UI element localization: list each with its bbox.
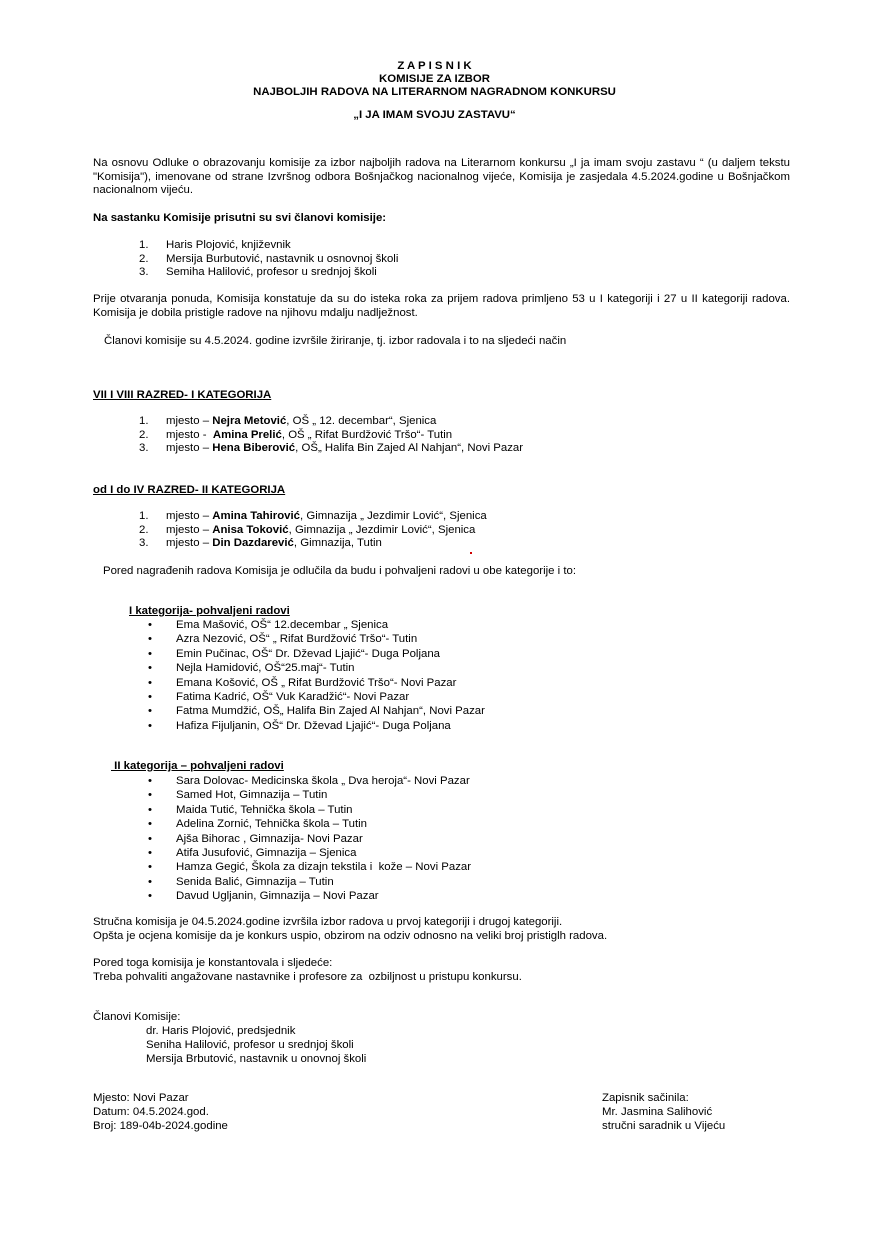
signature-name: dr. Haris Plojović, predsjednik: [146, 1025, 296, 1037]
list-item: 2. Mersija Burbutović, nastavnik u osnovnoj školi: [139, 252, 399, 265]
winner-item: 2. mjesto – Anisa Toković, Gimnazija „ Jezdimir Lović“, Sjenica: [139, 523, 476, 536]
list-item: 1. Haris Plojović, književnik: [139, 239, 291, 251]
intro-paragraph: Na osnovu Odluke o obrazovanju komisije za izbor najboljih radova na Literarnom konkursu „I ja imam svoju zastavu “ (u daljem tekstu "Komisija"), imenovane od strane Izvršnog odbora Bošnjačkog nacionalnog vijeće, Komisija je zasjedala 4.5.2024.godine u Bošnjačkom nacionalnom vijeću.: [93, 157, 790, 196]
category-1-heading: VII I VIII RAZRED- I KATEGORIJA: [93, 389, 272, 401]
signatures-heading: Članovi Komisije:: [93, 1011, 181, 1023]
members-list: [139, 239, 398, 280]
jury-paragraph: Članovi komisije su 4.5.2024. godine izvršile žiriranje, tj. izbor radovala i to na sljedeći način: [104, 335, 567, 347]
list-item: • Fatima Kadrić, OŠ“ Vuk Karadžić“- Novi Pazar: [148, 690, 410, 703]
bullet-icon: •: [148, 633, 152, 646]
category-2-winners: [139, 510, 487, 551]
list-item: • Sara Dolovac- Medicinska škola „ Dva heroja“- Novi Pazar: [148, 775, 470, 787]
bullet-icon: •: [148, 690, 152, 703]
bullet-icon: •: [148, 890, 152, 903]
list-item: • Emin Pučinac, OŠ“ Dr. Dževad Ljajić“- Duga Poljana: [148, 647, 440, 660]
doc-title: Z A P I S N I K: [397, 60, 472, 72]
closing-line-4: Treba pohvaliti angažovane nastavnike i profesore za ozbiljnost u pristupu konkursu.: [93, 971, 522, 983]
author-name: Mr. Jasmina Salihović: [602, 1106, 713, 1118]
bullet-icon: •: [148, 789, 152, 802]
praise-paragraph: Pored nagrađenih radova Komisija je odlučila da budu i pohvaljeni radovi u obe kategorije i to:: [103, 565, 577, 577]
list-item: • Ajša Bihorac , Gimnazija- Novi Pazar: [148, 832, 363, 845]
list-item: • Davud Ugljanin, Gimnazija – Novi Pazar: [148, 890, 379, 903]
list-item: • Samed Hot, Gimnazija – Tutin: [148, 789, 328, 802]
bullet-icon: •: [148, 861, 152, 874]
bullet-icon: •: [148, 676, 152, 689]
footer-number: Broj: 189-04b-2024.godine: [93, 1120, 228, 1132]
author-role: stručni saradnik u Vijeću: [602, 1120, 726, 1132]
list-item: • Hafiza Fijuljanin, OŠ“ Dr. Dževad Ljajić“- Duga Poljana: [148, 719, 451, 732]
winner-item: 3. mjesto – Hena Biberović, OŠ„ Halifa Bin Zajed Al Nahjan“, Novi Pazar: [139, 442, 524, 455]
bullet-icon: •: [148, 832, 152, 845]
bullet-icon: •: [148, 662, 152, 675]
footer-place: Mjesto: Novi Pazar: [93, 1092, 189, 1104]
stray-mark: [470, 552, 472, 554]
author-label: Zapisnik sačinila:: [602, 1092, 689, 1104]
winner-item: 1. mjesto – Amina Tahirović, Gimnazija „ Jezdimir Lović“, Sjenica: [139, 510, 487, 522]
opening-paragraph: Prije otvaranja ponuda, Komisija konstatuje da su do isteka roka za prijem radova primljeno 53 u I kategoriji i 27 u II kategoriji radova. Komisija je dobila pristigle radove na njihovu mdalju nadlježnost.: [93, 293, 790, 319]
doc-subtitle-2: NAJBOLJIH RADOVA NA LITERARNOM NAGRADNOM KONKURSU: [253, 86, 616, 98]
signature-name: Seniha Halilović, profesor u srednjoj školi: [146, 1039, 354, 1051]
closing-line-2: Opšta je ocjena komisije da je konkurs uspio, obzirom na odziv odnosno na veliki broj pristiglh radova.: [93, 930, 608, 942]
bullet-icon: •: [148, 846, 152, 859]
category-1-winners: [139, 415, 523, 456]
doc-subtitle-1: KOMISIJE ZA IZBOR: [379, 73, 490, 85]
members-heading: Na sastanku Komisije prisutni su svi članovi komisije:: [93, 212, 387, 224]
praised-1-list: [148, 619, 485, 734]
winner-item: 2. mjesto - Amina Prelić, OŠ „ Rifat Burdžović Tršo“- Tutin: [139, 428, 453, 441]
list-item: • Hamza Gegić, Škola za dizajn tekstila i kože – Novi Pazar: [148, 861, 472, 874]
signature-name: Mersija Brbutović, nastavnik u onovnoj školi: [146, 1053, 367, 1065]
bullet-icon: •: [148, 619, 152, 631]
winner-item: 3. mjesto – Din Dazdarević, Gimnazija, Tutin: [139, 537, 382, 550]
list-item: • Emana Košović, OŠ „ Rifat Burdžović Tršo“- Novi Pazar: [148, 676, 457, 689]
list-item: • Maida Tutić, Tehnička škola – Tutin: [148, 803, 353, 816]
praised-2-heading: II kategorija – pohvaljeni radovi: [111, 760, 284, 772]
category-2-heading: od I do IV RAZRED- II KATEGORIJA: [93, 484, 286, 496]
bullet-icon: •: [148, 803, 152, 816]
list-item: 3. Semiha Halilović, profesor u srednjoj školi: [139, 266, 377, 279]
bullet-icon: •: [148, 875, 152, 888]
bullet-icon: •: [148, 647, 152, 660]
footer-date: Datum: 04.5.2024.god.: [93, 1106, 209, 1118]
bullet-icon: •: [148, 705, 152, 718]
list-item: • Adelina Zornić, Tehnička škola – Tutin: [148, 818, 368, 831]
list-item: • Nejla Hamidović, OŠ“25.maj“- Tutin: [148, 662, 355, 675]
praised-1-heading: I kategorija- pohvaljeni radovi: [129, 605, 290, 617]
list-item: • Fatma Mumdžić, OŠ„ Halifa Bin Zajed Al Nahjan“, Novi Pazar: [148, 705, 485, 718]
bullet-icon: •: [148, 719, 152, 732]
contest-name: „I JA IMAM SVOJU ZASTAVU“: [353, 109, 516, 121]
list-item: • Senida Balić, Gimnazija – Tutin: [148, 875, 334, 888]
list-item: • Ema Mašović, OŠ“ 12.decembar „ Sjenica: [148, 619, 389, 631]
winner-item: 1. mjesto – Nejra Metović, OŠ „ 12. decembar“, Sjenica: [139, 415, 437, 427]
list-item: • Atifa Jusufović, Gimnazija – Sjenica: [148, 846, 357, 859]
closing-line-1: Stručna komisija je 04.5.2024.godine izvršila izbor radova u prvoj kategoriji i drugoj kategoriji.: [93, 916, 563, 928]
praised-2-list: [148, 775, 471, 905]
bullet-icon: •: [148, 775, 152, 787]
list-item: • Azra Nezović, OŠ“ „ Rifat Burdžović Tršo“- Tutin: [148, 633, 418, 646]
bullet-icon: •: [148, 818, 152, 831]
closing-line-3: Pored toga komisija je konstantovala i sljedeće:: [93, 957, 333, 969]
